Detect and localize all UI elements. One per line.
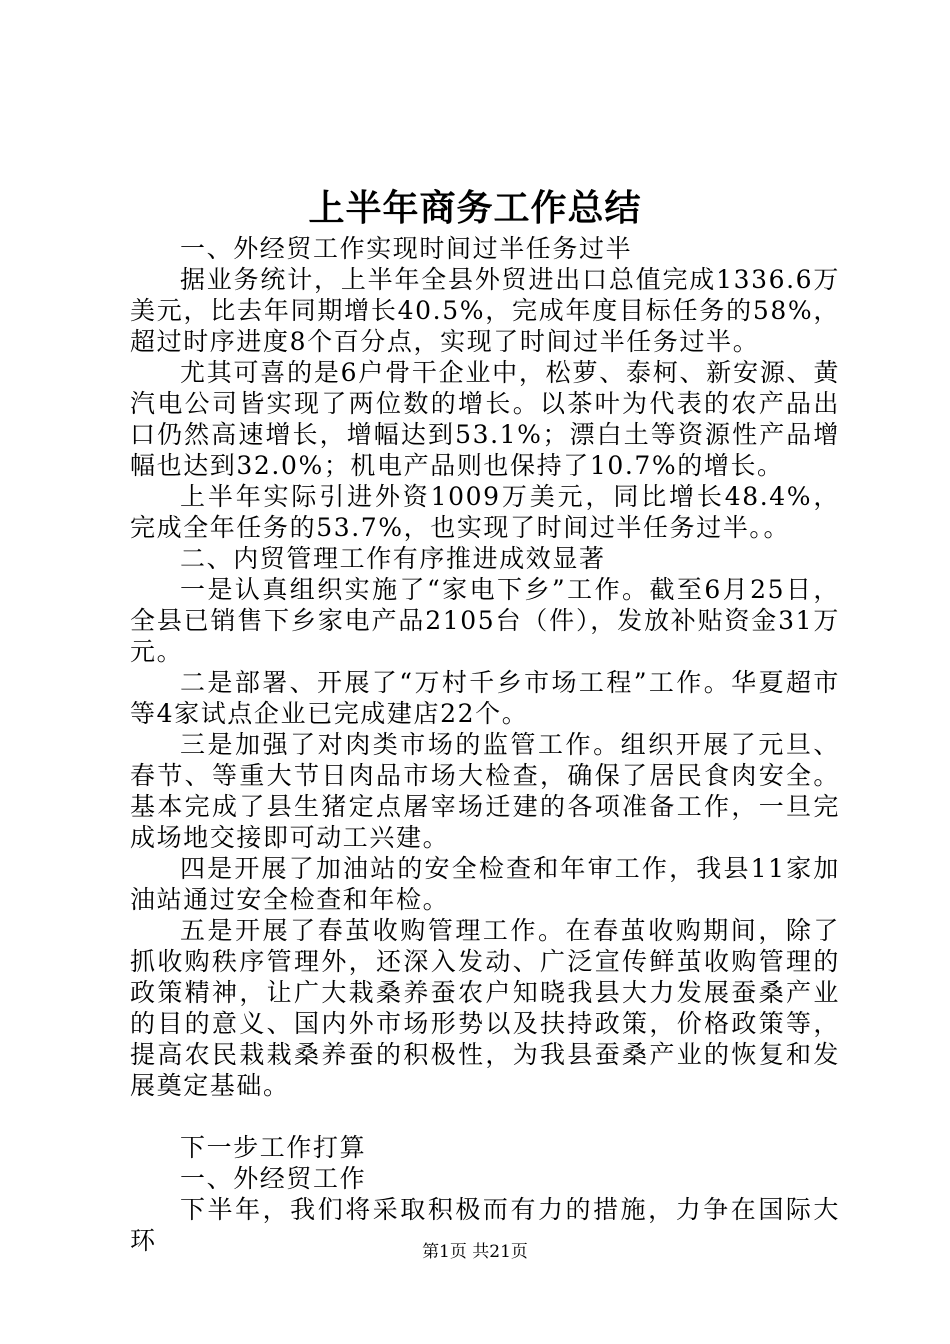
section-heading: 二、内贸管理工作有序推进成效显著 [180,544,606,573]
paragraph: 上半年实际引进外资1009万美元，同比增长48.4%，完成全年任务的53.7%，也实现了时间过半任务过半。。 [130,482,840,542]
document-title: 上半年商务工作总结 [308,187,642,229]
paragraph: 下半年，我们将采取积极而有力的措施，力争在国际大环 [130,1195,840,1255]
document-body [130,233,840,1256]
paragraph: 四是开展了加油站的安全检查和年审工作，我县11家加油站通过安全检查和年检。 [130,854,840,914]
section-heading: 一、外经贸工作实现时间过半任务过半 [180,234,633,263]
paragraph: 三是加强了对肉类市场的监管工作。组织开展了元旦、春节、等重大节日肉品市场大检查，确保了居民食肉安全。基本完成了县生猪定点屠宰场迁建的各项准备工作，一旦完成场地交接即可动工兴建。 [130,730,840,852]
paragraph: 尤其可喜的是6户骨干企业中，松萝、泰柯、新安源、黄汽电公司皆实现了两位数的增长。以茶叶为代表的农产品出口仍然高速增长，增幅达到53.1%；漂白土等资源性产品增幅也达到32.0%；机电产品则也保持了10.7%的增长。 [130,358,840,480]
section-heading: 一、外经贸工作 [180,1164,367,1193]
page-footer: 第1页 共21页 [422,1242,528,1262]
section-heading: 下一步工作打算 [180,1133,367,1162]
paragraph: 二是部署、开展了“万村千乡市场工程”工作。华夏超市等4家试点企业已完成建店22个。 [130,668,840,728]
paragraph: 一是认真组织实施了“家电下乡”工作。截至6月25日，全县已销售下乡家电产品2105台（件），发放补贴资金31万元。 [130,575,840,666]
paragraph: 五是开展了春茧收购管理工作。在春茧收购期间，除了抓收购秩序管理外，还深入发动、广泛宣传鲜茧收购管理的政策精神，让广大栽桑养蚕农户知晓我县大力发展蚕桑产业的目的意义、国内外市场形势以及扶持政策，价格政策等，提高农民栽栽桑养蚕的积极性，为我县蚕桑产业的恢复和发展奠定基础。 [130,916,840,1100]
paragraph: 据业务统计，上半年全县外贸进出口总值完成1336.6万美元，比去年同期增长40.5%，完成年度目标任务的58%，超过时序进度8个百分点，实现了时间过半任务过半。 [130,265,840,356]
